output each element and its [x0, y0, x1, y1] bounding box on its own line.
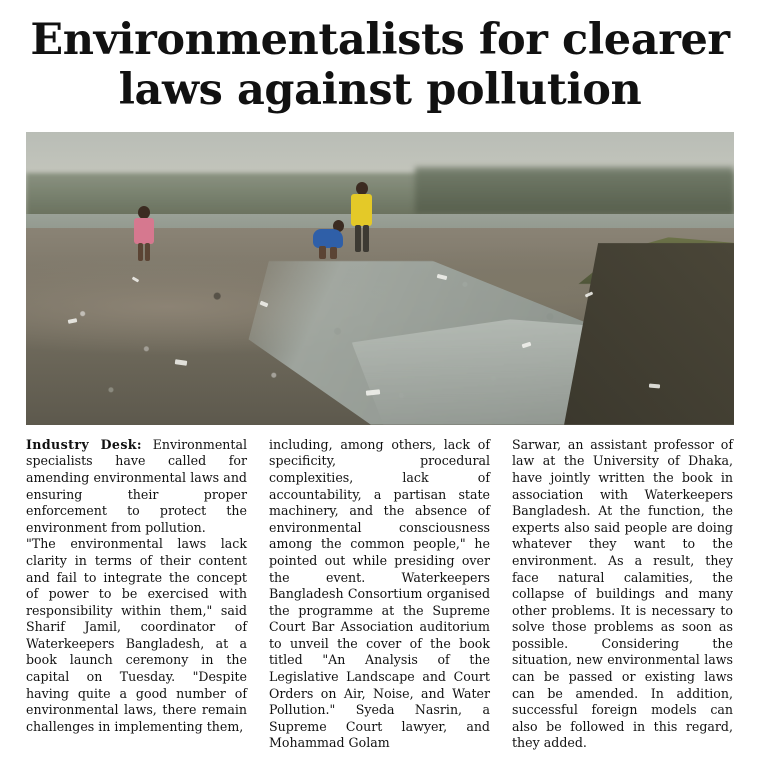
photo-illustration: [26, 132, 734, 425]
figure-body: [351, 194, 372, 226]
figure-head: [356, 182, 368, 195]
lead-text: Environmental specialists have called for amending environmental laws and ensuring their proper enforcement to protect the environment from pollution.: [26, 436, 247, 535]
figure-leg-right: [363, 225, 369, 252]
article-column-1: [26, 437, 247, 752]
headline-line-2: laws against pollution: [118, 64, 642, 115]
debris-fleck: [649, 383, 660, 388]
column-2-text: including, among others, lack of specificity, procedural complexities, lack of accountability, a partisan state machinery, and the absence of environmental consciousness among the common people," he pointed out while presiding over the event. Waterkeepers Bangladesh Consortium organised the programme at the Supreme Court Bar Association auditorium to unveil the cover of the book titled "An Analysis of the Legislative Landscape and Court Orders on Air, Noise, and Water Pollution." Syeda Nasrin, a Supreme Court lawyer, and Mohammad Golam: [269, 436, 490, 751]
figure-leg-left: [355, 225, 361, 252]
page-title: [26, 0, 734, 116]
column-1-text: "The environmental laws lack clarity in terms of their content and fail to integrate the concept of power to be exercised with responsibility within them," said Sharif Jamil, coordinator of Waterkeepers Bangladesh, at a book launch ceremony in the capital on Tuesday. "Despite having quite a good number of environmental laws, there remain challenges in implementing them,: [26, 536, 247, 734]
article-column-2: [269, 437, 490, 752]
lead-paragraph: [26, 437, 247, 537]
figure-body: [134, 218, 154, 244]
figure-body: [313, 229, 343, 248]
child-figure-blue: [311, 218, 347, 260]
article-photo: [26, 132, 734, 425]
column-3-text: Sarwar, an assistant professor of law at the University of Dhaka, have jointly written the book in association with Waterkeepers Bangladesh. At the function, the experts also said people are doing whatever they want to the environment. As a result, they face natural calamities, the collapse of buildings and many other problems. It is necessary to solve those problems as soon as possible. Considering the situation, new environmental laws can be passed or existing laws can be amended. In addition, successful foreign models can also be followed in this regard, they added.: [512, 436, 733, 751]
article-column-3: [512, 437, 733, 752]
child-figure-yellow: [348, 182, 376, 254]
figure-leg-left: [319, 246, 326, 259]
byline: Industry Desk:: [26, 436, 142, 452]
figure-head: [138, 206, 150, 219]
child-figure-pink: [131, 206, 157, 262]
figure-leg-right: [145, 243, 150, 261]
debris-fleck: [366, 389, 380, 395]
figure-leg-left: [138, 243, 143, 261]
headline-line-1: Environmentalists for clearer: [30, 15, 730, 65]
figure-leg-right: [330, 247, 337, 259]
article-body: [26, 437, 734, 752]
